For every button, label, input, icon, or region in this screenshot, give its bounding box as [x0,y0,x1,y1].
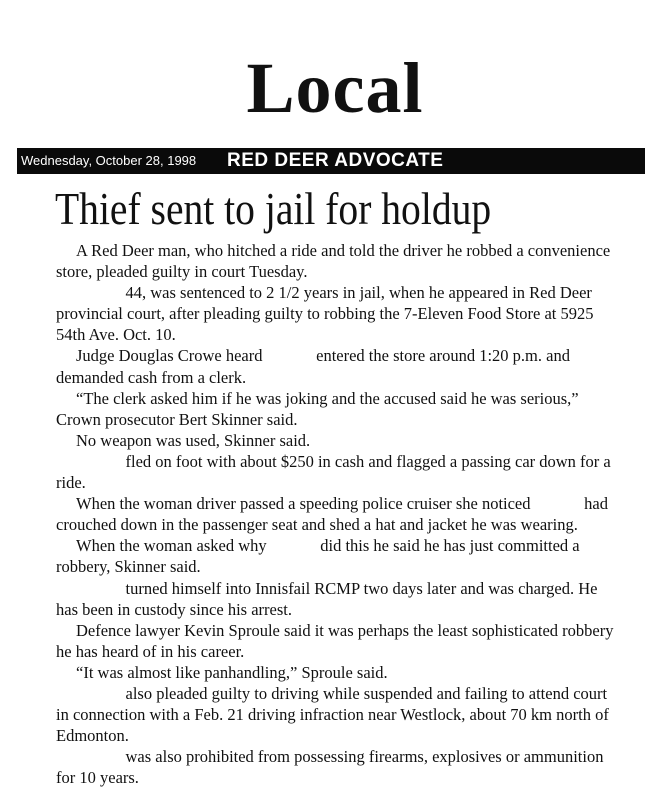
article-body [56,240,616,788]
article-paragraph: When the woman driver passed a speeding police cruiser she noticed had crouched down in the passenger seat and shed a hat and jacket he was wearing. [56,494,613,535]
article-paragraph: Defence lawyer Kevin Sproule said it was perhaps the least sophisticated robbery he has heard of in his career. [56,620,618,661]
article-paragraph: was also prohibited from possessing firearms, explosives or ammunition for 10 years. [56,747,608,788]
article-paragraph: Judge Douglas Crowe heard entered the store around 1:20 p.m. and demanded cash from a clerk. [56,346,575,387]
article-paragraph: A Red Deer man, who hitched a ride and told the driver he robbed a convenience store, pleaded guilty in court Tuesday. [56,241,615,282]
article-paragraph: When the woman asked why did this he said he has just committed a robbery, Skinner said. [56,536,584,577]
article-paragraph: “The clerk asked him if he was joking and the accused said he was serious,” Crown prosecutor Bert Skinner said. [56,388,583,429]
article-paragraph: fled on foot with about $250 in cash and flagged a passing car down for a ride. [56,451,615,493]
dateline-date: Wednesday, October 28, 1998 [21,153,197,168]
headline: Thief sent to jail for holdup [55,183,492,234]
section-title: Local [246,48,424,128]
article-paragraph: 44, was sentenced to 2 1/2 years in jail, when he appeared in Red Deer provincial court, after pleading guilty to robbing the 7-Eleven Food Store at 5925 54th Ave. Oct. 10. [56,283,598,345]
article-paragraph: also pleaded guilty to driving while suspended and failing to attend court in connection with a Feb. 21 driving infraction near Westlock, about 70 km north of Edmonton. [56,683,613,746]
dateline-bar [17,148,645,174]
article-paragraph: “It was almost like panhandling,” Sproule said. [76,662,388,682]
newspaper-name: RED DEER ADVOCATE [227,150,444,171]
article-paragraph: turned himself into Innisfail RCMP two days later and was charged. He has been in custody since his arrest. [56,578,602,619]
article-paragraph: No weapon was used, Skinner said. [76,430,311,450]
